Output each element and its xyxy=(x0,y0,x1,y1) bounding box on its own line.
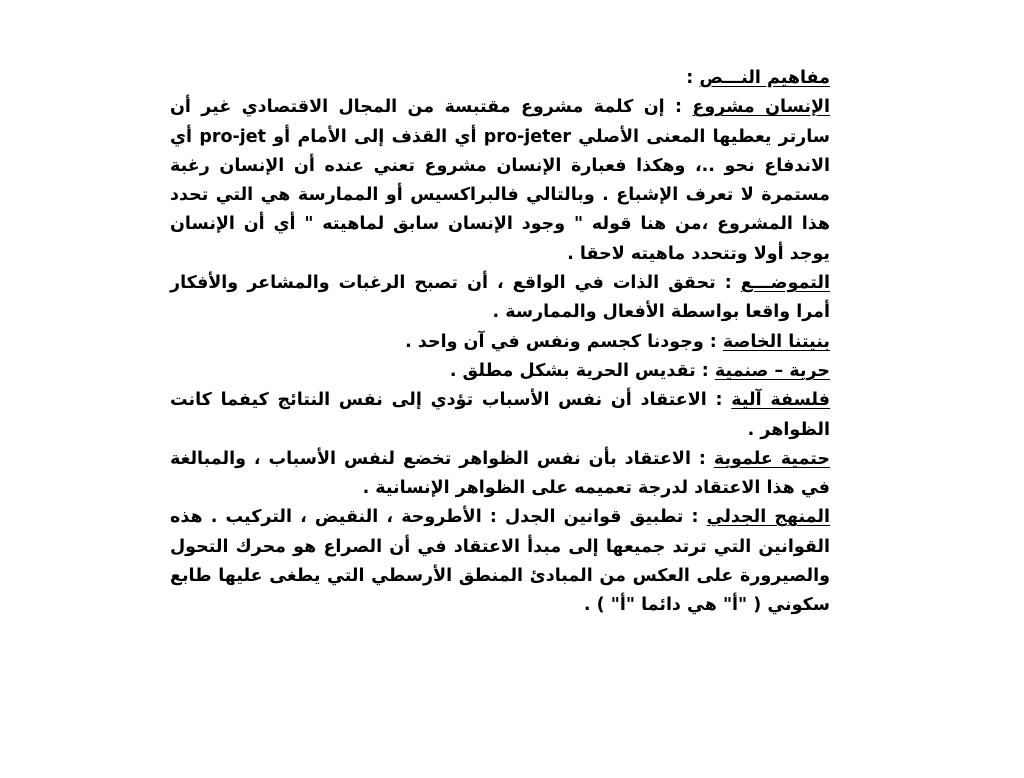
entry-text: : تقديس الحرية بشكل مطلق . xyxy=(449,360,715,381)
entry-freedom-fetish xyxy=(170,357,830,386)
entry-text: : الاعتقاد بأن نفس الظواهر تخضع لنفس الأسباب ، والمبالغة في هذا الاعتقاد لدرجة تعميمه على الظواهر الإنسانية . xyxy=(170,448,830,499)
entry-term: حرية – صنمية xyxy=(714,360,830,381)
entry-own-structure xyxy=(170,328,830,357)
document-heading: مفاهيم النـــص xyxy=(699,68,830,88)
entry-text: : إن كلمة مشروع مقتبسة من المجال الاقتصادي غير أن سارتر يعطيها المعنى الأصلي xyxy=(170,97,830,147)
entry-human-project xyxy=(170,93,830,269)
entry-term: حتمية علموية xyxy=(713,448,830,469)
heading-suffix: : xyxy=(686,68,700,88)
entry-text: أي القذف إلى الأمام أو xyxy=(266,126,484,147)
entry-text: : الاعتقاد أن نفس الأسباب تؤدي إلى نفس النتائج كيفما كانت الظواهر . xyxy=(170,390,830,440)
entry-term: التموضـــع xyxy=(740,273,830,294)
entry-dialectical-method xyxy=(170,503,830,620)
entry-text: أي الاندفاع نحو ..، وهكذا فعبارة الإنسان مشروع تعني عنده أن الإنسان رغبة مستمرة لا تعرف الإشباع . وبالتالي فالبراكسيس أو الممارسة هي التي تحدد هذا المشروع ،من هنا قوله " وجود الإنسان سابق لماهيته " أي أن الإنسان يوجد أولا وتتحدد ماهيته لاحقا . xyxy=(170,126,830,264)
document-text xyxy=(170,64,830,621)
entry-mechanical-philosophy xyxy=(170,386,830,445)
entry-text: : تحقق الذات في الواقع ، أن تصبح الرغبات والمشاعر والأفكار أمرا واقعا بواسطة الأفعال والممارسة . xyxy=(170,273,830,323)
entry-scientistic-determinism xyxy=(170,445,830,504)
entry-objectification xyxy=(170,269,830,328)
entry-term: الإنسان مشروع xyxy=(692,97,830,118)
entry-term: المنهج الجدلي xyxy=(706,507,830,528)
entry-term: بنيتنا الخاصة xyxy=(722,331,830,352)
latin-term: pro-jeter xyxy=(483,126,571,147)
entry-term: فلسفة آلية xyxy=(731,390,830,411)
latin-term: pro-jet xyxy=(199,126,267,147)
entry-text: : وجودنا كجسم ونفس في آن واحد . xyxy=(405,331,723,352)
heading-line xyxy=(170,64,830,93)
entry-text: : تطبيق قوانين الجدل : الأطروحة ، النقيض ، التركيب . هذه القوانين التي ترتد جميعها إلى مبدأ الاعتقاد في أن الصراع هو محرك التحول والصيرورة على العكس من المبادئ المنطق الأرسطي التي يطغى عليها طابع سكوني ( "أ" هي دائما "أ" ) . xyxy=(170,507,830,616)
